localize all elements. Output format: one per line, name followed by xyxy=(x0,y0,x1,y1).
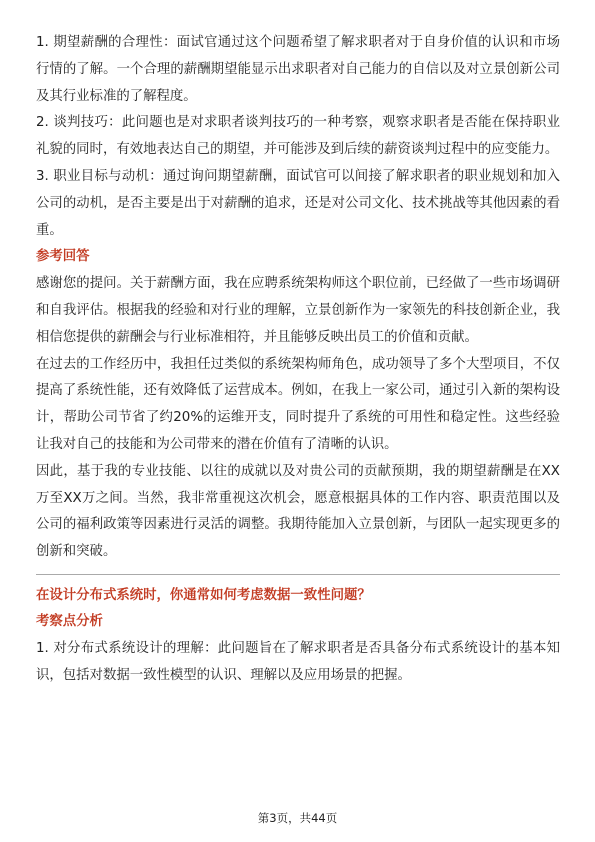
evaluation-point-3: 3. 职业目标与动机：通过询问期望薪酬，面试官可以间接了解求职者的职业规划和加入公司的动机，是否主要是出于对薪酬的追求，还是对公司文化、技术挑战等其他因素的看重。 xyxy=(36,168,560,238)
page-content xyxy=(36,30,560,689)
evaluation-point-1: 1. 期望薪酬的合理性：面试官通过这个问题希望了解求职者对于自身价值的认识和市场行情的了解。一个合理的薪酬期望能显示出求职者对自己能力的自信以及对立景创新公司及其行业标准的了解程度。 xyxy=(36,35,560,104)
page-number-footer: 第3页，共44页 xyxy=(257,811,338,825)
section-divider xyxy=(36,574,560,575)
analysis-heading: 考察点分析 xyxy=(36,613,103,629)
answer-paragraph-3: 因此，基于我的专业技能、以往的成就以及对贵公司的贡献预期，我的期望薪酬是在XX万至XX万之间。当然，我非常重视这次机会，愿意根据具体的工作内容、职责范围以及公司的福利政策等因素进行灵活的调整。我期待能加入立景创新，与团队一起实现更多的创新和突破。 xyxy=(36,463,560,560)
answer-paragraph-1: 感谢您的提问。关于薪酬方面，我在应聘系统架构师这个职位前，已经做了一些市场调研和自我评估。根据我的经验和对行业的理解，立景创新作为一家领先的科技创新企业，我相信您提供的薪酬会与行业标准相符，并且能够反映出员工的价值和贡献。 xyxy=(36,276,560,345)
reference-answer-heading: 参考回答 xyxy=(36,249,90,265)
analysis-point-1: 1. 对分布式系统设计的理解：此问题旨在了解求职者是否具备分布式系统设计的基本知识，包括对数据一致性模型的认识、理解以及应用场景的把握。 xyxy=(36,640,560,683)
next-question-title: 在设计分布式系统时，你通常如何考虑数据一致性问题？ xyxy=(36,587,371,603)
evaluation-point-2: 2. 谈判技巧：此问题也是对求职者谈判技巧的一种考察，观察求职者是否能在保持职业礼貌的同时，有效地表达自己的期望，并可能涉及到后续的薪资谈判过程中的应变能力。 xyxy=(36,115,560,158)
answer-paragraph-2: 在过去的工作经历中，我担任过类似的系统架构师角色，成功领导了多个大型项目，不仅提高了系统性能，还有效降低了运营成本。例如，在我上一家公司，通过引入新的架构设计，帮助公司节省了约20%的运维开支，同时提升了系统的可用性和稳定性。这些经验让我对自己的技能和为公司带来的潜在价值有了清晰的认识。 xyxy=(36,356,560,452)
